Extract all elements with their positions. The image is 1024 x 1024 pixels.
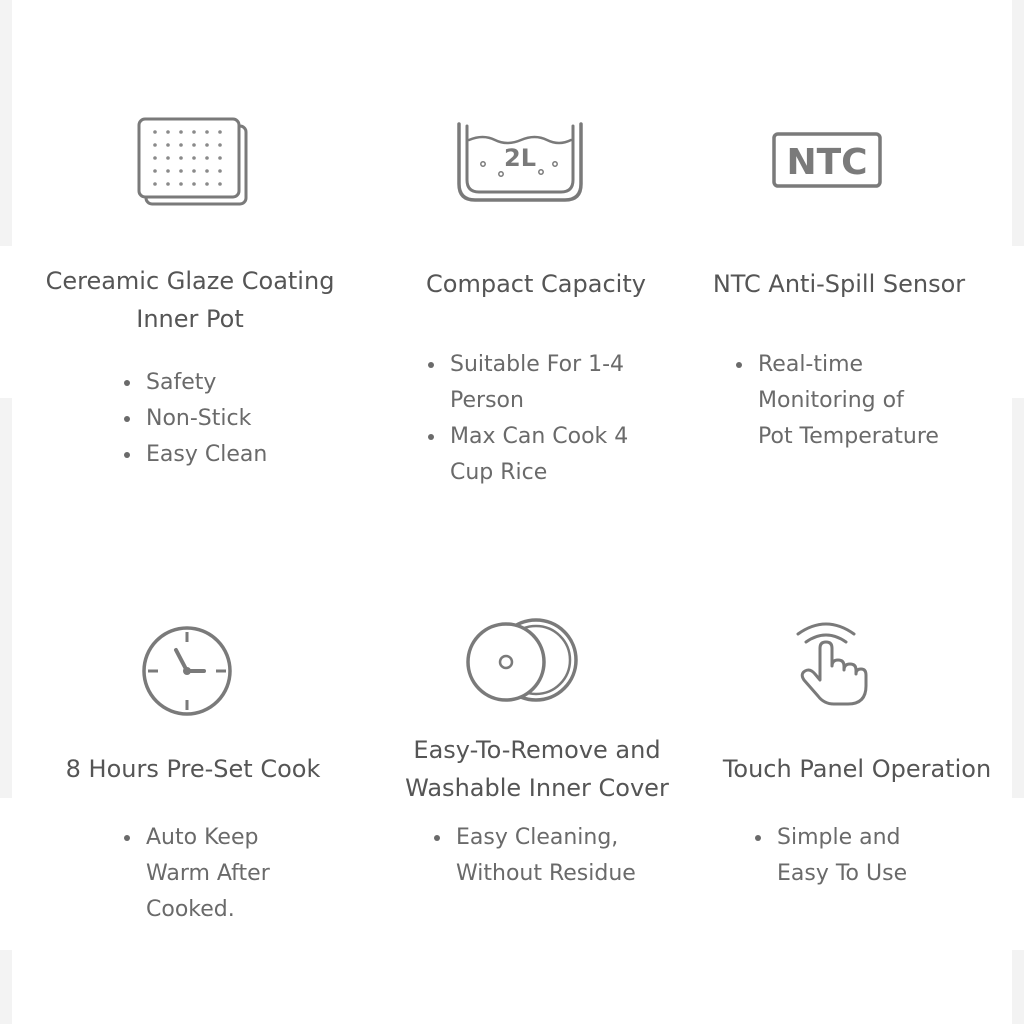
ntc-badge-icon [772, 132, 884, 190]
feature-title-line: 8 Hours Pre-Set Cook [65, 755, 321, 783]
bullet-text: Auto Keep [146, 825, 259, 850]
feature-title [692, 265, 986, 303]
bullet-text: Easy Clean [146, 442, 268, 467]
feature-title-line: Inner Pot [136, 305, 244, 333]
feature-bullets [120, 820, 270, 928]
bullet-text: Cup Rice [450, 460, 548, 485]
ntc-badge-text: NTC [786, 142, 868, 183]
pot-2l-icon [455, 120, 585, 204]
bullet-text: Easy To Use [777, 861, 908, 886]
bullet-item [120, 437, 267, 473]
bullet-text: Pot Temperature [758, 424, 939, 449]
feature-title [702, 750, 1012, 788]
bullet-text: Non-Stick [146, 406, 252, 431]
bullet-item [751, 820, 907, 892]
bullet-text: Suitable For 1-4 [450, 352, 625, 377]
feature-title [0, 262, 380, 338]
bullet-item [120, 365, 267, 401]
feature-title-line: NTC Anti-Spill Sensor [712, 270, 966, 298]
feature-title [386, 731, 688, 807]
bullet-text: Max Can Cook 4 [450, 424, 629, 449]
bullet-item [732, 347, 939, 455]
inner-cover-icon [464, 616, 580, 706]
bullet-text: Person [450, 388, 524, 413]
bullet-item [120, 820, 270, 928]
feature-title-line: Washable Inner Cover [405, 774, 669, 802]
feature-title-line: Cereamic Glaze Coating [45, 267, 335, 295]
bullet-item [424, 347, 628, 419]
pot-capacity-text: 2L [504, 144, 536, 172]
feature-title-line: Compact Capacity [426, 270, 646, 298]
feature-bullets [424, 347, 628, 491]
feature-bullets [732, 347, 939, 455]
feature-title [0, 750, 386, 788]
bullet-text: Real-time [758, 352, 864, 377]
feature-bullets [751, 820, 907, 892]
feature-title-line: Touch Panel Operation [722, 755, 992, 783]
bullet-text: Simple and [777, 825, 901, 850]
background-panel [12, 950, 1012, 1024]
feature-title-line: Easy-To-Remove and [413, 736, 661, 764]
feature-bullets [120, 365, 267, 473]
bullet-text: Safety [146, 370, 217, 395]
touch-hand-icon [790, 618, 870, 708]
clock-icon [140, 624, 234, 718]
bullet-text: Without Residue [456, 861, 636, 886]
bullet-text: Warm After [146, 861, 270, 886]
bullet-text: Cooked. [146, 897, 235, 922]
bullet-text: Monitoring of [758, 388, 904, 413]
bullet-item [120, 401, 267, 437]
feature-title [380, 265, 692, 303]
feature-bullets [430, 820, 636, 892]
bullet-item [430, 820, 636, 892]
bullet-item [424, 419, 628, 491]
bullet-text: Easy Cleaning, [456, 825, 619, 850]
ceramic-plate-icon [136, 116, 250, 208]
